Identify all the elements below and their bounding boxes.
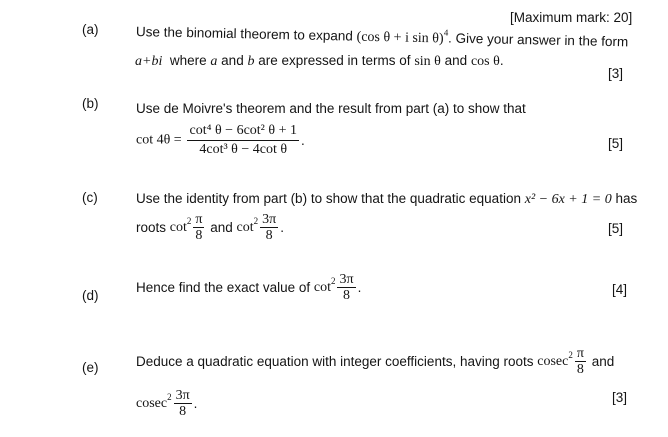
part-a-marks: [3] — [608, 66, 624, 81]
three-pi-over-8: $\frac{3\pi}{8}$ — [262, 212, 277, 243]
three-pi-over-8: $\frac{3\pi}{8}$ — [339, 272, 354, 303]
part-a-tail: . Give your answer in the form — [447, 30, 629, 50]
part-c-line1: Use the identity from part (b) to show that the quadratic equation x² − 6x + 1 = 0 has — [136, 191, 638, 207]
cot4-denominator: 4cot³ θ − 4cot θ — [199, 142, 288, 157]
part-e-line2: cosec$^2$ $\frac{3\pi}{8}$ . — [136, 388, 198, 419]
pi-over-8: $\frac{\pi}{8}$ — [195, 212, 203, 243]
part-c-label: (c) — [82, 190, 98, 205]
part-b-label: (b) — [82, 96, 99, 111]
cot4-fraction — [187, 122, 299, 159]
part-b-text: Use de Moivre's theorem and the result from part (a) to show that — [136, 101, 526, 116]
part-d-line: Hence find the exact value of $\cot^2$ $\frac{3\pi}{8}$ . — [136, 272, 362, 303]
part-a-expression: (cos θ + i sin θ)$^4$ — [356, 27, 449, 47]
part-d-marks: [4] — [612, 282, 628, 297]
maximum-mark: [Maximum mark: 20] — [510, 10, 633, 25]
part-a-line2: a+bi where a and b are expressed in terms of sin θ and cos θ. — [135, 53, 504, 69]
quadratic-equation: x² − 6x + 1 = 0 — [524, 192, 612, 207]
part-a-line1 — [136, 24, 629, 51]
part-c-marks: [5] — [608, 221, 624, 236]
part-e-label: (e) — [82, 360, 99, 375]
part-c-line2: roots $\cot^2$ $\frac{\pi}{8}$ and $\cot^2$ $\frac{3\pi}{8}$ . — [136, 212, 284, 243]
cot4-numerator: cot⁴ θ − 6cot² θ + 1 — [187, 122, 299, 141]
part-b-identity: cot 4θ = $\frac{\text{cot⁴ θ − 6cot² θ + 1}}{\text{4cot³ θ − 4cot θ}}$ . — [136, 123, 305, 157]
part-e-line1: Deduce a quadratic equation with integer coefficients, having roots cosec$^2$ $\frac{\pi}{8}$ and — [136, 346, 615, 377]
part-b-marks: [5] — [608, 136, 624, 151]
answer-form: a+bi — [135, 54, 163, 69]
part-a-text: Use the binomial theorem to expand — [135, 24, 354, 44]
part-a-label: (a) — [82, 22, 99, 37]
three-pi-over-8: $\frac{3\pi}{8}$ — [175, 388, 190, 419]
part-d-label: (d) — [82, 288, 99, 303]
part-e-marks: [3] — [612, 390, 628, 405]
pi-over-8: $\frac{\pi}{8}$ — [576, 346, 584, 377]
